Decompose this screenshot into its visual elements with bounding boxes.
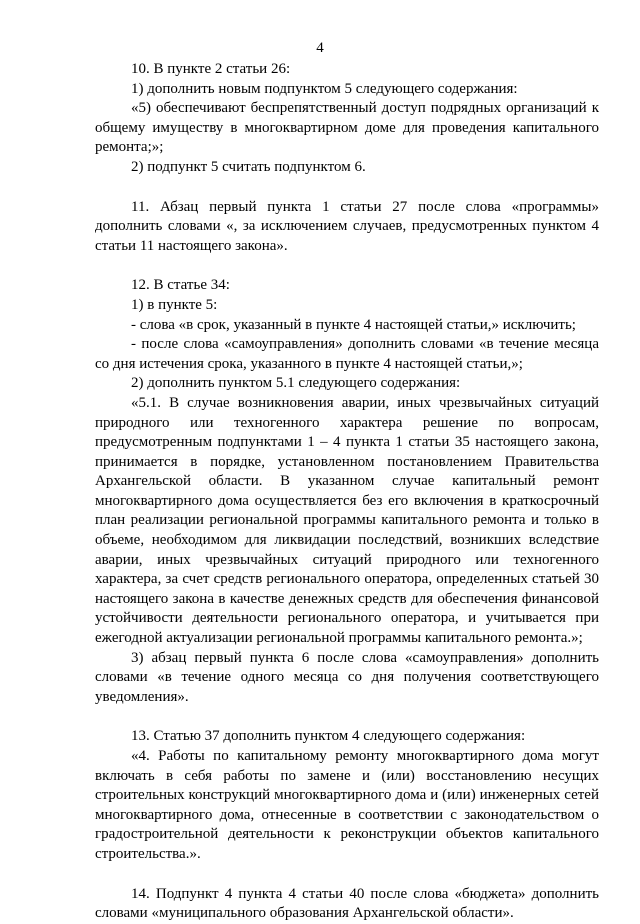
paragraph: «5.1. В случае возникновения аварии, иных чрезвычайных ситуаций природного или техногенного характера решение по вопросам, предусмотренным подпунктами 1 – 4 пункта 1 статьи 35 настоящего закона, принимается в порядке, установленном постановлением Правительства Архангельской области. В указанном случае капитальный ремонт многоквартирного дома осуществляется без его включения в краткосрочный план реализации региональной программы капитального ремонта и только в объеме, необходимом для ликвидации последствий, возникших вследствие аварии, иных чрезвычайных ситуаций природного или техногенного характера, за счет средств регионального оператора, определенных статьей 30 настоящего закона в качестве денежных средств для обеспечения финансовой устойчивости деятельности регионального оператора, и учитывается при ежегодной актуализации региональной программы капитального ремонта.»; [95, 394, 599, 647]
paragraph: 1) в пункте 5: [131, 296, 218, 313]
paragraph: 1) дополнить новым подпунктом 5 следующего содержания: [131, 80, 518, 97]
paragraph: 2) дополнить пунктом 5.1 следующего содержания: [131, 375, 461, 392]
section-gap [95, 865, 599, 885]
paragraph: 11. Абзац первый пункта 1 статьи 27 после слова «программы» дополнить словами «, за исключением случаев, предусмотренных пунктом 4 статьи 11 настоящего закона». [95, 198, 599, 254]
section-10 [95, 60, 599, 178]
paragraph: 12. В статье 34: [131, 277, 230, 294]
section-gap [95, 707, 599, 727]
paragraph: 2) подпункт 5 считать подпунктом 6. [131, 158, 366, 175]
paragraph: 10. В пункте 2 статьи 26: [131, 61, 291, 77]
document-body [95, 60, 599, 924]
paragraph: 3) абзац первый пункта 6 после слова «самоуправления» дополнить словами «в течение одного месяца со дня получения соответствующего уведомления». [95, 649, 599, 705]
paragraph: «5) обеспечивают беспрепятственный доступ подрядных организаций к общему имуществу в многоквартирном доме для проведения капитального ремонта;»; [95, 100, 599, 156]
section-12 [95, 276, 599, 707]
page-number: 4 [316, 40, 324, 56]
paragraph: 13. Статью 37 дополнить пунктом 4 следующего содержания: [131, 728, 526, 745]
paragraph: «4. Работы по капитальному ремонту многоквартирного дома могут включать в себя работы по замене и (или) восстановлению несущих строительных конструкций многоквартирного дома и (или) инженерных сетей многоквартирного дома, отнесенные в соответствии с законодательством о градостроительной деятельности к реконструкции объектов капитального строительства.». [95, 748, 599, 862]
section-14 [95, 885, 599, 924]
section-gap [95, 178, 599, 198]
paragraph: - после слова «самоуправления» дополнить словами «в течение месяца со дня истечения срока, указанного в пункте 4 настоящей статьи,»; [95, 336, 599, 372]
section-gap [95, 256, 599, 276]
paragraph: 14. Подпункт 4 пункта 4 статьи 40 после слова «бюджета» дополнить словами «муниципального образования Архангельской области». [95, 885, 599, 922]
paragraph: - слова «в срок, указанный в пункте 4 настоящей статьи,» исключить; [131, 316, 576, 333]
section-13 [95, 727, 599, 864]
section-11 [95, 198, 599, 257]
